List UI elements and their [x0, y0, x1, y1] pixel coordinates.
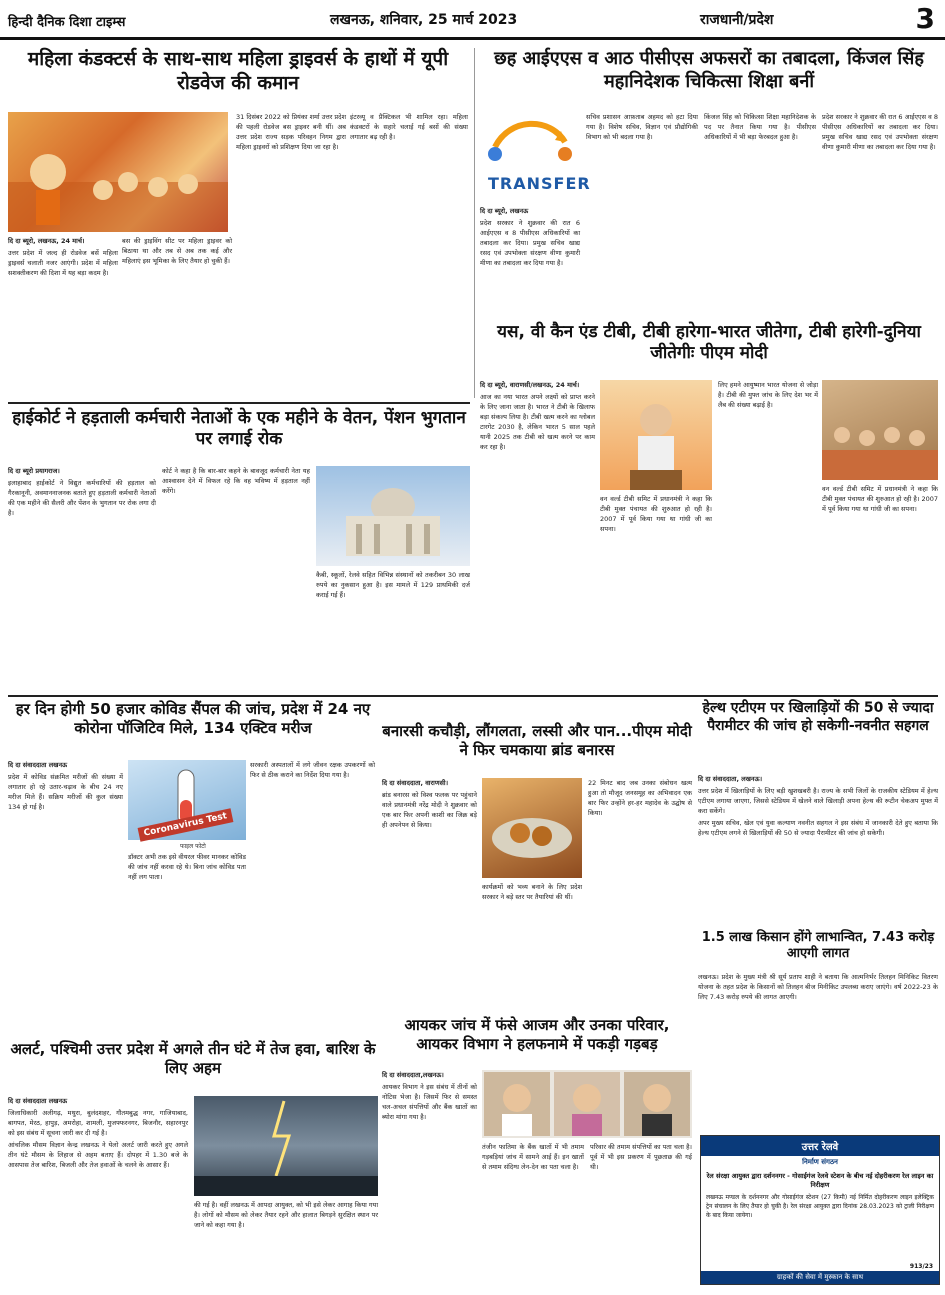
- transfer-headline: छह आईएएस व आठ पीसीएस अफसरों का तबादला, किंजल सिंह महानिदेशक चिकित्सा शिक्षा बनीं: [494, 48, 924, 92]
- banaras-headline: बनारसी कचौड़ी, लौंगलता, लस्सी और पान...पीएम मोदी ने फिर चमकाया ब्रांड बनारस: [382, 722, 692, 759]
- food-photo: [482, 778, 582, 878]
- section-name: राजधानी/प्रदेश: [700, 12, 774, 28]
- transfer-col-4: प्रदेश सरकार ने शुक्रवार की रात 6 आईएएस व 8 पीसीएस अधिकारियों का तबादला कर दिया। प्रमुख सचिव खाद्य रसद एवं उपभोक्ता संरक्षण वीणा कुमारी मीणा का तबादला कर दिया गया है।: [822, 113, 938, 152]
- storm-photo: [194, 1096, 378, 1196]
- crowd-graphic: [8, 112, 228, 232]
- event-photo: [822, 380, 938, 480]
- transfer-arrows-icon: [480, 112, 580, 172]
- roadways-photo: [8, 112, 228, 232]
- tb-headline: यस, वी कैन एंड टीबी, टीबी हारेगा-भारत जीतेगा, टीबी हारेगी-दुनिया जीतेगीः पीएम मोदी: [497, 322, 921, 364]
- roadways-headline: महिला कंडक्टर्स के साथ-साथ महिला ड्राइवर्स के हाथों में यूपी रोडवेज की कमान: [27, 48, 449, 94]
- transfer-label: TRANSFER: [488, 174, 591, 193]
- covid-caption: फाइल फोटो: [180, 843, 206, 850]
- dateline: लखनऊ, शनिवार, 25 मार्च 2023: [330, 12, 518, 28]
- modi-photo: [600, 380, 712, 490]
- banaras-col-3: 22 मिनट बाद जब उनका संबोधन खत्म हुआ तो मौजूद जनसमूह का अभिवादन एक बार फिर उन्होंने हर-हर महादेव के उद्घोष से किया।: [588, 779, 692, 818]
- covid-photo: [128, 760, 246, 840]
- audience-graphic: [822, 380, 938, 480]
- pension-col-3: कैबी, स्कूलों, रेलवे सहित विभिन्न संस्थानों को तकरीबन 30 लाख रुपये का नुकसान हुआ है। इस मामले में 129 प्राथमिकी दर्ज कराई गई हैं।: [316, 571, 470, 600]
- azam-headline: आयकर जांच में फंसे आजम और उनका परिवार, आयकर विभाग ने हलफनामे में पकड़ी गड़बड़: [404, 1016, 670, 1053]
- tb-col-4: वन वर्ल्ड टीबी समिट में प्रधानमंत्री ने कहा कि टीबी मुक्त पंचायत की शुरुआत हो रही है। 2007 में पूर्व किया गया था गांधी जी का सपना।: [822, 485, 938, 514]
- transfer-col-3: किंजल सिंह को चिकित्सा शिक्षा महानिदेशक के पद पर तैनात किया गया है। पीसीएस अधिकारियों में भी बड़ा फेरबदल हुआ है।: [704, 113, 816, 142]
- covid-headline: हर दिन होगी 50 हजार कोविड सैंपल की जांच, प्रदेश में 24 नए कोरोना पॉजिटिव मिले, 134 एक्टिव मरीज: [15, 700, 371, 737]
- covid-label: Coronavirus Test: [138, 808, 234, 841]
- roadways-col-4: इंटरव्यू व प्रैक्टिकल भी शामिल रहा। महिला कंडक्टरों के सहारे चलाई गई बसों की संख्या लगातार बढ़ रही है।: [350, 113, 468, 142]
- ad-title: निर्माण संगठन: [802, 1158, 838, 1166]
- ad-org: उत्तर रेलवे: [701, 1136, 939, 1156]
- covid-col-1: दि दा संवाददाता लखनऊ प्रदेश में कोविड संक्रमित मरीजों की संख्या में लगातार हो रहे उतार-चढ़ाव के बीच 24 नए मरीज मिले हैं। सक्रिय मरीजों की कुल संख्या 134 हो गई है।: [8, 761, 123, 812]
- alert-col-2: की गई है। वहीं लखनऊ में आपदा आयुक्त, को भी इसे लेकर आगाह किया गया है। लोगों को मौसम को लेकर तैयार रहने और हालात बिगड़ने सुरक्षित स्थान पर जाने को कहा गया है।: [194, 1201, 378, 1230]
- pension-col-2: कोर्ट ने कहा है कि बार-बार कहने के बावजूद कर्मचारी नेता यह आश्वासन देने में विफल रहे कि वह भविष्य में हड़ताल नहीं करेंगे।: [162, 467, 310, 496]
- pension-headline: हाईकोर्ट ने हड़ताली कर्मचारी नेताओं के एक महीने के वेतन, पेंशन भुगतान पर लगाई रोक: [12, 408, 466, 450]
- azam-col-3: परिवार की तमाम संपत्तियों का पता चला है। पूर्व में भी इस प्रकरण में पूछताछ की गई थी।: [590, 1143, 692, 1172]
- kachori-plate-graphic: [482, 778, 582, 878]
- alert-col-1: दि दा संवाददाता लखनऊ जिलाधिकारी अलीगढ़, मथुरा, बुलंदशहर, गौतमबुद्ध नगर, गाजियाबाद, बागपत, मेरठ, हापुड़, अमरोहा, शामली, मुजफ्फरनगर, बिजनौर, सहारनपुर को इस संबंध में सूचना जारी कर दी गई है। आंचलिक मौसम विज्ञान केन्द्र लखनऊ ने येलो अलर्ट जारी करते हुए अगले तीन घंटे मौसम के लिहाज से अहम बताए हैं। दोपहर में 1.30 बजे के आसपास तेज बारिश, बिजली और तेज हवाओं के चलने के आसार हैं।: [8, 1097, 188, 1170]
- banaras-col-2: कार्यक्रमों को भव्य बनाने के लिए प्रदेश सरकार ने बड़े स्तर पर तैयारियां की थीं।: [482, 883, 582, 902]
- section-divider: [8, 402, 470, 404]
- section-divider: [8, 695, 938, 697]
- oilseed-col: लखनऊ। प्रदेश के मुख्य मंत्री श्री सूर्य प्रताप शाही ने बताया कि आत्मनिर्भर तिलहन मिनिकिट वितरण योजना के तहत प्रदेश के किसानों को तिलहन बीज मिनीकिट उपलब्ध कराए जाएंगे। वर्ष 2022-23 के लिए 7.43 करोड़ रुपये की लागत आएगी।: [698, 973, 938, 1002]
- azam-col-2: तंजीन फातिमा के बैंक खातों में भी तमाम गड़बड़ियां जांच में सामने आई हैं। इन खातों से तमाम संदिग्ध लेन-देन का पता चला है।: [482, 1143, 584, 1172]
- covid-col-3: सरकारी अस्पतालों में लगे जीवन रक्षक उपकरणों को फिर से ठीक कराने का निर्देश दिया गया है।: [250, 761, 375, 780]
- pension-col-1: दि दा ब्यूरो प्रयागराज। इलाहाबाद हाईकोर्ट ने विद्युत कर्मचारियों की हड़ताल को गैरकानूनी, अवमाननाजनक बताते हुए हड़ताली कर्मचारी नेताओं की एक महीने की सैलरी और पेंशन के भुगतान पर रोक लगा दी है।: [8, 467, 156, 518]
- column-rule: [474, 48, 475, 398]
- roadways-col-3: 31 दिसंबर 2022 को प्रियंका शर्मा उत्तर प्रदेश की पहली रोडवेज बस ड्राइवर बनी थीं। अब उत्तर प्रदेश राज्य सड़क परिवहन निगम द्वारा महिला ड्राइवरों को प्रशिक्षण दिया जा रहा है।: [236, 113, 346, 152]
- transfer-col-1: दि दा ब्यूरो, लखनऊ प्रदेश सरकार ने शुक्रवार की रात 6 आईएएस व 8 पीसीएस अधिकारियों का तबादला कर दिया। प्रमुख सचिव खाद्य रसद एवं उपभोक्ता संरक्षण वीणा कुमारी मीणा का तबादला कर दिया गया है।: [480, 207, 580, 268]
- health-atm-headline: हेल्थ एटीएम पर खिलाड़ियों की 50 से ज्यादा पैरामीटर की जांच हो सकेगी-नवनीत सहगल: [702, 700, 934, 734]
- covid-col-2: डॉक्टर अभी तक इसे वीयरल फीवर मानकर कोविड की जांच नहीं करवा रहे थे। बिना जांच कोविड पता नहीं लग पाता।: [128, 853, 246, 882]
- banaras-col-1: दि दा संवाददाता, वाराणसी। ब्रांड बनारस को विश्व फलक पर पहुंचाने वाले प्रधानमंत्री नरेंद्र मोदी ने शुक्रवार को एक बार फिर अपनी काशी का जिक्र बड़े ही अपनेपन से किया।: [382, 779, 477, 830]
- ad-footer: ग्राहकों की सेवा में मुस्कान के साथ: [701, 1271, 939, 1284]
- railway-advertisement: [700, 1135, 940, 1285]
- tb-col-1: दि दा ब्यूरो, वाराणसी/लखनऊ, 24 मार्च। आज का नया भारत अपने लक्ष्यों को प्राप्त करने के लिए जाना जाता है। भारत ने टीबी के खिलाफ बड़ा संकल्प लिया है। टीबी खत्म करने का ग्लोबल टारगेट 2030 है, लेकिन भारत 5 साल पहले यानी 2025 तक टीबी को खत्म करने पर काम कर रहा है।: [480, 381, 595, 452]
- roadways-col-1: दि दा ब्यूरो, लखनऊ, 24 मार्च। उत्तर प्रदेश में जल्द ही रोडवेज बसें महिला ड्राइवर्स चलाती नजर आएंगी। प्रदेश में महिला सशक्तीकरण की दिशा में यह बड़ा कदम है।: [8, 237, 118, 278]
- ad-subtitle: रेल संरक्षा आयुक्त द्वारा दर्शननगर - गोसाईगंज रेलवे स्टेशन के बीच नई दोहरीकरण रेल लाइन का निरीक्षण: [706, 1172, 934, 1189]
- tb-col-2: वन वर्ल्ड टीबी समिट में प्रधानमंत्री ने कहा कि टीबी मुक्त पंचायत की शुरुआत हो रही है। 2007 में पूर्व किया गया था गांधी जी का सपना।: [600, 495, 712, 534]
- tb-col-3: लिए हमने आयुष्मान भारत योजना से जोड़ा है। टीबी की मुफ्त जांच के लिए देश भर में लैब की संख्या बढ़ाई है।: [718, 381, 818, 410]
- ad-body: लखनऊ मण्डल के दर्शननगर और गोसाईगंज स्टेशन (27 किमी) नई निर्मित दोहरीकरण लाइन इलेक्ट्रिक ट्रेन संचालन के लिए तैयार हो चुकी है। रेल संरक्षा आयुक्त द्वारा दिनांक 28.03.2023 को ट्राली निरीक्षण के बाद किया जायेगा।: [706, 1194, 934, 1219]
- transfer-graphic: [480, 112, 591, 202]
- masthead: [0, 0, 945, 40]
- portraits-graphic: [482, 1070, 692, 1138]
- lightning-graphic: [194, 1096, 378, 1196]
- alert-headline: अलर्ट, पश्चिमी उत्तर प्रदेश में अगले तीन घंटे में तेज हवा, बारिश के लिए अहम: [10, 1040, 376, 1077]
- azam-col-1: दि दा संवाददाता,लखनऊ। आयकर विभाग ने इस संबंध में तीनों को नोटिस भेजा है। जिसमें फिर से समस्त चल-अचल संपत्तियों और बैंक खातों का ब्योरा मांगा गया है।: [382, 1071, 477, 1122]
- azam-family-photos: [482, 1070, 692, 1138]
- page-number: 3: [915, 2, 935, 35]
- speaker-graphic: [600, 380, 712, 490]
- oilseed-headline: 1.5 लाख किसान होंगे लाभान्वित, 7.43 करोड़ आएगी लागत: [701, 930, 935, 962]
- health-atm-col: दि दा संवाददाता, लखनऊ। उत्तर प्रदेश में खिलाड़ियों के लिए बड़ी खुशखबरी है। राज्य के सभी जिलों के राजकीय स्टेडियम में हेल्थ एटीएम लगाया जाएगा, जिससे स्टेडियम में खेलने वाले खिलाड़ी अपना हेल्थ की रूटीन चेकअप मुफ्त में करा सकेंगे। अपर मुख्य सचिव, खेल एवं युवा कल्याण नवनीत सहगल ने इस संबंध में जानकारी देते हुए बताया कि हेल्थ एटीएम लगने से खिलाड़ियों की 50 से ज्यादा पैरामीटर की जांच हो सकेगी।: [698, 775, 938, 838]
- court-photo: [316, 466, 470, 566]
- roadways-col-2: बस की ड्राइविंग सीट पर महिला ड्राइवर को बिठाया था और तब से अब तक कई और महिलाएं इस भूमिका के लिए तैयार हो चुकी हैं।: [122, 237, 232, 266]
- paper-name: हिन्दी दैनिक दिशा टाइम्स: [8, 15, 126, 30]
- ad-ref: 913/23: [909, 1263, 933, 1270]
- transfer-col-2: सचिव प्रशासन आफ़ताब अहमद को हटा दिया गया है। विशेष सचिव, विज्ञान एवं प्रौद्योगिकी विभाग को भी बदला गया है।: [586, 113, 698, 142]
- court-building-graphic: [316, 466, 470, 566]
